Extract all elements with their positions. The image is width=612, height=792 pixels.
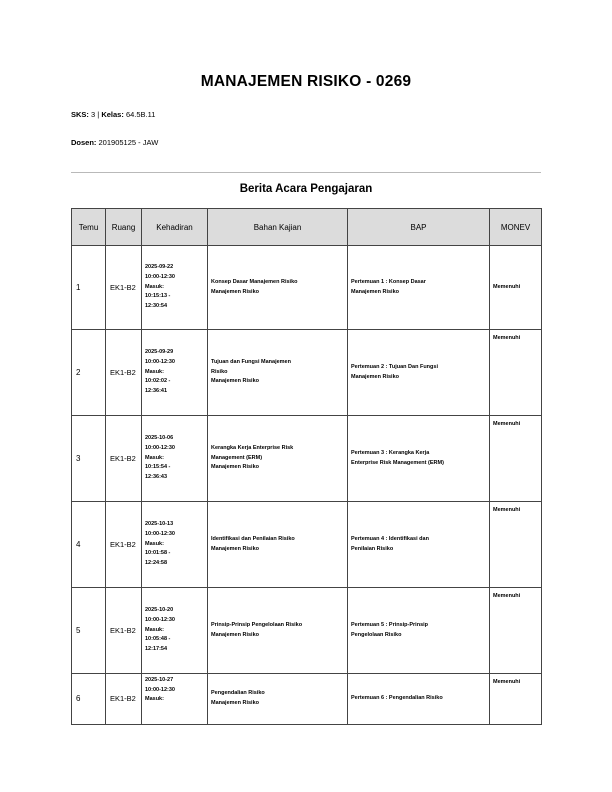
monev-cell: Memenuhi [490,416,542,502]
monev-cell: Memenuhi [490,674,542,725]
temu-cell: 4 [72,502,106,588]
bahan-line: Manajemen Risiko [211,288,259,295]
bap-table [71,208,542,725]
bahan-line: Manajemen Risiko [211,378,259,385]
kehadiran-cell [142,588,208,674]
ruang-cell: EK1-B2 [106,502,142,588]
kehadiran-cell [142,246,208,330]
kehadiran-line: 10:00-12:30 [145,274,175,281]
kehadiran-line: 2025-10-06 [145,435,174,442]
bahan-line: Konsep Dasar Manajemen Risiko [211,278,298,285]
temu-cell: 2 [72,330,106,416]
bahan-line: Manajemen Risiko [211,545,259,552]
bahan-line: Manajemen Risiko [211,631,259,638]
kehadiran-line: 10:05:48 - [145,636,171,643]
temu-cell: 6 [72,674,106,725]
kehadiran-line: 10:02:02 - [145,378,171,385]
kehadiran-line: 10:01:58 - [145,550,171,557]
sks-label: SKS: [71,110,89,119]
temu-cell: 3 [72,416,106,502]
kehadiran-cell [142,416,208,502]
kehadiran-line: Masuk: [145,454,164,461]
kehadiran-line: Masuk: [145,696,164,703]
bahan-kajian-cell [208,502,348,588]
meta-separator: | [97,110,100,119]
bahan-line: Manajemen Risiko [211,464,259,471]
table-row [72,588,542,674]
table-row [72,502,542,588]
temu-cell: 1 [72,246,106,330]
temu-cell: 5 [72,588,106,674]
bahan-line: Management (ERM) [211,454,263,461]
bahan-kajian-cell [208,330,348,416]
monev-cell: Memenuhi [490,588,542,674]
kehadiran-cell [142,674,208,725]
bap-line: Manajemen Risiko [351,373,399,380]
bap-line: Penilaian Risiko [351,545,394,552]
header-monev: MONEV [490,209,542,246]
kehadiran-line: Masuk: [145,540,164,547]
bap-line: Pertemuan 2 : Tujuan Dan Fungsi [351,363,438,370]
kehadiran-line: 10:15:54 - [145,464,171,471]
kehadiran-line: 2025-10-13 [145,521,174,528]
kehadiran-line: 12:30:54 [145,302,168,309]
kehadiran-line: Masuk: [145,368,164,375]
kehadiran-cell [142,502,208,588]
dosen-label: Dosen: [71,138,97,147]
ruang-cell: EK1-B2 [106,246,142,330]
kehadiran-line: 10:00-12:30 [145,445,175,452]
bahan-line: Identifikasi dan Penilaian Risiko [211,535,295,542]
table-header-row [72,209,542,246]
section-title: Berita Acara Pengajaran [239,183,373,195]
header-kehadiran: Kehadiran [142,209,208,246]
kehadiran-line: 12:17:54 [145,645,168,652]
bap-line: Enterprise Risk Management (ERM) [351,459,444,466]
bap-line: Pertemuan 1 : Konsep Dasar [351,278,426,285]
course-title: MANAJEMEN RISIKO - 0269 [200,73,412,90]
table-row [72,416,542,502]
kehadiran-line: 2025-10-27 [145,677,174,683]
bahan-kajian-cell [208,416,348,502]
divider [71,172,541,173]
bahan-kajian-cell [208,588,348,674]
bap-line: Pertemuan 6 : Pengendalian Risiko [351,695,443,702]
kehadiran-line: 10:00-12:30 [145,686,175,693]
bap-line: Manajemen Risiko [351,288,399,295]
kelas-value: 64.5B.11 [125,110,156,119]
bap-line: Pertemuan 5 : Prinsip-Prinsip [351,621,429,628]
kehadiran-line: 10:00-12:30 [145,617,175,624]
ruang-cell: EK1-B2 [106,330,142,416]
kehadiran-line: 10:00-12:30 [145,531,175,538]
bap-cell [348,330,490,416]
bahan-line: Risiko [211,368,228,375]
kelas-label: Kelas: [101,110,124,119]
kehadiran-line: 10:15:13 - [145,293,171,300]
bahan-line: Prinsip-Prinsip Pengelolaan Risiko [211,621,303,628]
dosen-value: 201905125 - JAW [98,138,159,147]
ruang-cell: EK1-B2 [106,416,142,502]
ruang-cell: EK1-B2 [106,588,142,674]
kehadiran-line: Masuk: [145,626,164,633]
header-ruang: Ruang [106,209,142,246]
monev-cell: Memenuhi [490,330,542,416]
kehadiran-line: 12:24:58 [145,559,168,566]
bap-line: Pertemuan 4 : Identifikasi dan [351,535,429,542]
bahan-kajian-cell [208,674,348,725]
bap-line: Pertemuan 3 : Kerangka Kerja [351,449,430,456]
kehadiran-line: 2025-10-20 [145,607,174,614]
bap-cell [348,502,490,588]
bahan-line: Manajemen Risiko [211,700,259,706]
kehadiran-line: 2025-09-29 [145,349,174,356]
header-bap: BAP [348,209,490,246]
table-row [72,246,542,330]
bap-cell [348,416,490,502]
kehadiran-line: 12:36:43 [145,473,168,480]
sks-value: 3 [91,110,96,119]
bahan-line: Kerangka Kerja Enterprise Risk [211,445,294,452]
table-row [72,330,542,416]
bap-line: Pengelolaan Risiko [351,631,402,638]
bahan-kajian-cell [208,246,348,330]
bahan-line: Tujuan dan Fungsi Manajemen [211,359,291,366]
bap-cell [348,674,490,725]
kehadiran-line: Masuk: [145,283,164,290]
kehadiran-line: 2025-09-22 [145,264,174,271]
kehadiran-cell [142,330,208,416]
monev-cell: Memenuhi [490,246,542,330]
bap-cell [348,588,490,674]
bahan-line: Pengendalian Risiko [211,690,265,697]
header-bahan-kajian: Bahan Kajian [208,209,348,246]
bap-cell [348,246,490,330]
kehadiran-line: 12:36:41 [145,387,168,394]
monev-cell: Memenuhi [490,502,542,588]
ruang-cell: EK1-B2 [106,674,142,725]
course-meta-line [71,110,155,119]
table-row [72,674,542,725]
dosen-line [71,138,158,147]
kehadiran-line: 10:00-12:30 [145,359,175,366]
header-temu: Temu [72,209,106,246]
